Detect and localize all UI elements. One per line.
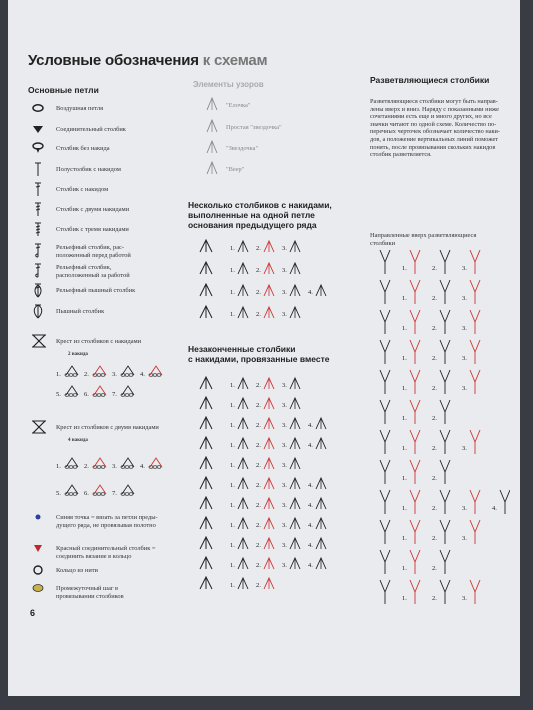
branch-number-2: 2. bbox=[432, 415, 437, 422]
stitch-symbol-2 bbox=[30, 140, 46, 156]
stitch-label-10: Пышный столбик bbox=[56, 308, 105, 315]
variant-number-3: 4. bbox=[140, 371, 145, 378]
branch-number-2: 2. bbox=[432, 265, 437, 272]
row-number-1: 2. bbox=[256, 402, 261, 409]
stitch-label-5: Столбик с двумя накидами bbox=[56, 206, 130, 213]
stitch-label-7: Рельефный столбик, рас- положенный перед работой bbox=[56, 244, 131, 259]
row-number-3: 4. bbox=[308, 442, 313, 449]
branch-number-1: 1. bbox=[402, 535, 407, 542]
stitch-label-1: Соединительный столбик bbox=[56, 126, 126, 133]
row-number-1: 2. bbox=[256, 542, 261, 549]
cross2-label: Крест из столбиков с двумя накидами bbox=[56, 424, 159, 431]
stitch-symbol-0 bbox=[30, 100, 46, 116]
variant-number-4: 5. bbox=[56, 391, 61, 398]
row-number-2: 3. bbox=[282, 382, 287, 389]
row-number-0: 1. bbox=[230, 311, 235, 318]
note-2: Кольцо из нити bbox=[56, 567, 98, 574]
stitch-symbol-10 bbox=[30, 303, 46, 319]
branch-number-3: 3. bbox=[462, 385, 467, 392]
cross1-label: Крест из столбиков с накидами bbox=[56, 338, 142, 345]
row-number-0: 1. bbox=[230, 267, 235, 274]
row-number-2: 3. bbox=[282, 442, 287, 449]
row-number-0: 1. bbox=[230, 245, 235, 252]
cross2-variants bbox=[48, 447, 168, 502]
branch-number-1: 1. bbox=[402, 505, 407, 512]
branch-number-3: 3. bbox=[462, 535, 467, 542]
row-number-2: 3. bbox=[282, 542, 287, 549]
row-number-0: 1. bbox=[230, 542, 235, 549]
multi-stitch-rows bbox=[198, 238, 348, 330]
stitch-label-3: Полустолбик с накидом bbox=[56, 166, 121, 173]
crossA-icon bbox=[30, 332, 48, 350]
cross1-variants bbox=[48, 360, 168, 405]
pattern-label-2: "Звездочка" bbox=[226, 145, 259, 152]
note-0: Синяя точка = вязать за петли преды- дущего ряда, не провязывая полотно bbox=[56, 514, 158, 529]
branching-heading: Разветвляющиеся столбики bbox=[370, 75, 490, 85]
branch-number-3: 3. bbox=[462, 265, 467, 272]
branch-number-4: 4. bbox=[492, 505, 497, 512]
red-tri-icon bbox=[32, 542, 44, 554]
row-number-1: 2. bbox=[256, 562, 261, 569]
row-number-3: 4. bbox=[308, 482, 313, 489]
row-number-1: 2. bbox=[256, 267, 261, 274]
row-number-0: 1. bbox=[230, 442, 235, 449]
pattern-label-1: Простая "звездочка" bbox=[226, 124, 282, 131]
blue-dot-icon bbox=[32, 511, 44, 523]
variant-number-2: 3. bbox=[112, 463, 117, 470]
stitch-symbol-4 bbox=[30, 181, 46, 197]
row-number-3: 4. bbox=[308, 422, 313, 429]
note-1: Красный соединительный столбик = соединить вязание в кольцо bbox=[56, 545, 156, 560]
row-number-0: 1. bbox=[230, 562, 235, 569]
branching-body: Разветвляющиеся столбики могут быть направ- лены вверх и вниз. Наряду с показанными ниже сочетаниями есть еще и много других, но все значки читают по одной схеме. Количество по- перечных черточек обозначает количество наки- дов, а положение вертикальных линий поможет понять, после провязывания скольких накидов столбик разветвляется. bbox=[370, 98, 501, 159]
pattern-symbol-3 bbox=[204, 160, 220, 176]
stitch-symbol-5 bbox=[30, 201, 46, 217]
stitch-symbol-6 bbox=[30, 221, 46, 237]
row-number-1: 2. bbox=[256, 289, 261, 296]
note-3: Промежуточный шаг в провязывании столбиков bbox=[56, 585, 124, 600]
row-number-0: 1. bbox=[230, 402, 235, 409]
branch-number-3: 3. bbox=[462, 505, 467, 512]
pattern-label-3: "Веер" bbox=[226, 166, 245, 173]
branch-number-1: 1. bbox=[402, 445, 407, 452]
branch-number-1: 1. bbox=[402, 325, 407, 332]
branch-number-2: 2. bbox=[432, 595, 437, 602]
branch-number-2: 2. bbox=[432, 445, 437, 452]
row-number-1: 2. bbox=[256, 311, 261, 318]
row-number-2: 3. bbox=[282, 402, 287, 409]
pattern-label-0: "Елочка" bbox=[226, 102, 251, 109]
variant-number-3: 4. bbox=[140, 463, 145, 470]
cross1-sub: 2 накида bbox=[68, 352, 88, 357]
row-number-2: 3. bbox=[282, 422, 287, 429]
branch-number-1: 1. bbox=[402, 355, 407, 362]
branch-number-1: 1. bbox=[402, 475, 407, 482]
variant-number-6: 7. bbox=[112, 391, 117, 398]
branch-number-3: 3. bbox=[462, 355, 467, 362]
branch-number-3: 3. bbox=[462, 595, 467, 602]
ring-icon bbox=[32, 564, 44, 576]
stitch-symbol-8 bbox=[30, 262, 46, 278]
stitch-symbol-1 bbox=[30, 121, 46, 137]
row-number-0: 1. bbox=[230, 422, 235, 429]
stitch-label-0: Воздушная петля bbox=[56, 105, 104, 112]
row-number-1: 2. bbox=[256, 245, 261, 252]
row-number-2: 3. bbox=[282, 462, 287, 469]
variant-number-1: 2. bbox=[84, 371, 89, 378]
variant-number-6: 7. bbox=[112, 490, 117, 497]
stitch-symbol-3 bbox=[30, 161, 46, 177]
row-number-2: 3. bbox=[282, 482, 287, 489]
row-number-0: 1. bbox=[230, 289, 235, 296]
pattern-symbol-1 bbox=[204, 118, 220, 134]
row-number-3: 4. bbox=[308, 502, 313, 509]
row-number-2: 3. bbox=[282, 522, 287, 529]
row-number-2: 3. bbox=[282, 562, 287, 569]
row-number-0: 1. bbox=[230, 582, 235, 589]
row-number-3: 4. bbox=[308, 562, 313, 569]
row-number-2: 3. bbox=[282, 267, 287, 274]
row-number-1: 2. bbox=[256, 462, 261, 469]
row-number-2: 3. bbox=[282, 311, 287, 318]
branch-number-1: 1. bbox=[402, 595, 407, 602]
branch-number-2: 2. bbox=[432, 475, 437, 482]
branch-number-2: 2. bbox=[432, 355, 437, 362]
branching-up-subheading: Направленные вверх разветвляющиеся столбики bbox=[370, 232, 477, 247]
page-title: Условные обозначения к схемам bbox=[28, 52, 268, 69]
row-number-3: 4. bbox=[308, 522, 313, 529]
branch-number-1: 1. bbox=[402, 565, 407, 572]
variant-number-1: 2. bbox=[84, 463, 89, 470]
branch-number-1: 1. bbox=[402, 415, 407, 422]
row-number-0: 1. bbox=[230, 522, 235, 529]
row-number-1: 2. bbox=[256, 502, 261, 509]
branch-number-1: 1. bbox=[402, 265, 407, 272]
row-number-1: 2. bbox=[256, 522, 261, 529]
multi-stitch-heading: Несколько столбиков с накидами, выполненные на одной петле основания предыдущего ряда bbox=[188, 200, 332, 230]
row-number-1: 2. bbox=[256, 582, 261, 589]
basic-stitches-heading: Основные петли bbox=[28, 85, 99, 95]
branch-number-2: 2. bbox=[432, 325, 437, 332]
stitch-label-4: Столбик с накидом bbox=[56, 186, 109, 193]
book-page bbox=[8, 0, 520, 696]
stitch-label-9: Рельефный пышный столбик bbox=[56, 287, 136, 294]
branch-number-3: 3. bbox=[462, 295, 467, 302]
branch-number-2: 2. bbox=[432, 295, 437, 302]
row-number-3: 4. bbox=[308, 542, 313, 549]
variant-number-5: 6. bbox=[84, 391, 89, 398]
unfinished-stitch-heading: Незаконченные столбики с накидами, провязанные вместе bbox=[188, 344, 330, 364]
pattern-symbol-0 bbox=[204, 96, 220, 112]
stitch-label-8: Рельефный столбик, расположенный за работой bbox=[56, 264, 130, 279]
row-number-3: 4. bbox=[308, 289, 313, 296]
patterns-heading: Элементы узоров bbox=[193, 80, 264, 89]
row-number-0: 1. bbox=[230, 502, 235, 509]
stitch-label-6: Столбик с тремя накидами bbox=[56, 226, 129, 233]
pattern-symbol-2 bbox=[204, 139, 220, 155]
row-number-1: 2. bbox=[256, 382, 261, 389]
yellow-oval-icon bbox=[32, 582, 44, 594]
row-number-2: 3. bbox=[282, 245, 287, 252]
row-number-1: 2. bbox=[256, 422, 261, 429]
page-number: 6 bbox=[30, 608, 36, 618]
branching-rows bbox=[370, 250, 510, 630]
branch-number-2: 2. bbox=[432, 565, 437, 572]
variant-number-5: 6. bbox=[84, 490, 89, 497]
branch-number-2: 2. bbox=[432, 535, 437, 542]
row-number-2: 3. bbox=[282, 289, 287, 296]
cross2-sub: 4 накида bbox=[68, 438, 88, 443]
branch-number-2: 2. bbox=[432, 385, 437, 392]
variant-number-4: 5. bbox=[56, 490, 61, 497]
stitch-symbol-9 bbox=[30, 282, 46, 298]
row-number-1: 2. bbox=[256, 482, 261, 489]
row-number-0: 1. bbox=[230, 462, 235, 469]
variant-number-0: 1. bbox=[56, 371, 61, 378]
branch-number-2: 2. bbox=[432, 505, 437, 512]
branch-number-1: 1. bbox=[402, 385, 407, 392]
branch-number-1: 1. bbox=[402, 295, 407, 302]
row-number-2: 3. bbox=[282, 502, 287, 509]
row-number-0: 1. bbox=[230, 382, 235, 389]
row-number-1: 2. bbox=[256, 442, 261, 449]
branch-number-3: 3. bbox=[462, 325, 467, 332]
variant-number-2: 3. bbox=[112, 371, 117, 378]
stitch-label-2: Столбик без накида bbox=[56, 145, 110, 152]
row-number-0: 1. bbox=[230, 482, 235, 489]
stitch-symbol-7 bbox=[30, 242, 46, 258]
variant-number-0: 1. bbox=[56, 463, 61, 470]
branch-number-3: 3. bbox=[462, 445, 467, 452]
crossB-icon bbox=[30, 418, 48, 436]
unfinished-stitch-rows bbox=[198, 375, 348, 615]
